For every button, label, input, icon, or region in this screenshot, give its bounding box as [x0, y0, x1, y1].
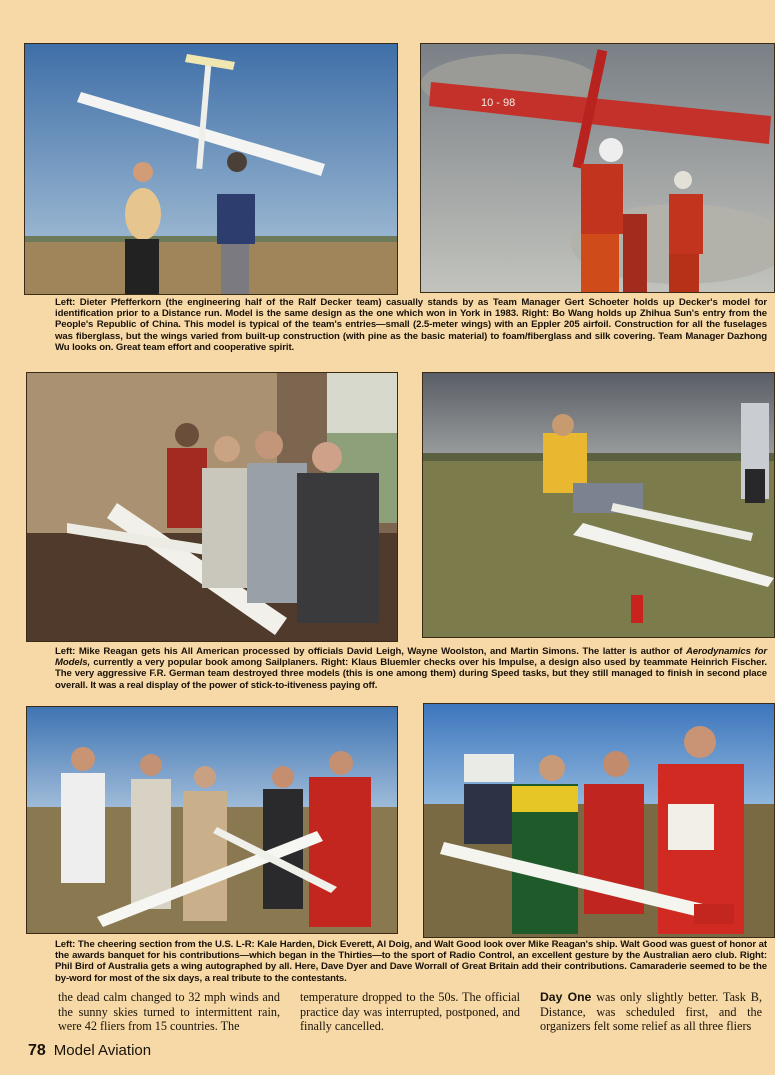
caption-bottom-text: Left: The cheering section from the U.S. L-R: Kale Harden, Dick Everett, Al Doig, and Walt Good look over Mike Reagan's ship. Walt Good was guest of honor at the awards banquet for his contributions—which began in the Thirties—to the sport of Radio Control, an excellent gesture by the Australian aero club. Right: Phil Bird of Australia gets a wing autographed by all. Here, Dave Dyer and Dave Worrall of Great Britain add their contributions. Camaraderie seemed to be the by-word for most of the six days, a real tribute to the contestants. [55, 939, 767, 984]
photo-official-processing [26, 372, 398, 642]
caption-top [55, 297, 767, 353]
caption-middle-text [55, 646, 767, 691]
photo-us-cheering-section [26, 706, 398, 934]
body-column-1-text: the dead calm changed to 32 mph winds and the sunny skies turned to intermittent rain, were 42 fliers from 15 countries. The [58, 990, 280, 1034]
caption-middle-part-2: currently a very popular book among Sailplaners. Right: Klaus Bluemler checks over his Impulse, a design also used by teammate Heinrich Fischer. The very aggressive F.R. German team destroyed three models (this is one among them) during Speed tasks, but they still managed to finish in second place overall. It was a real display of the power of stick-to-itiveness paying off. [55, 657, 767, 691]
page-number: 78 [28, 1042, 46, 1059]
body-column-1 [58, 990, 280, 1034]
caption-middle [55, 646, 767, 691]
body-column-3 [540, 990, 762, 1034]
caption-middle-book-title: Aerodynamics for Models, [55, 646, 767, 669]
page-footer [28, 1042, 151, 1060]
body-column-3-rest: was only slightly better. Task B, Distance, was scheduled first, and the organizers felt some relief as all three fliers [540, 990, 762, 1034]
caption-top-text: Left: Dieter Pfefferkorn (the engineering half of the Ralf Decker team) casually stands by as Team Manager Gert Schoeter holds up Decker's model for identification prior to a Distance run. Model is the same design as the one which won in York in 1983. Right: Bo Wang holds up Zhihua Sun's entry from the People's Republic of China. This model is typical of the team's entries—small (2.5-meter wings) with an Eppler 205 airfoil. Construction for all the fuselages was fiberglass, but the wings varied from built-up construction (with pine as the basic material) to foam/fiberglass and silk covering. Team Manager Dazhong Wu looks on. Great team effort and cooperative spirit. [55, 297, 767, 353]
photo-pfefferkorn-glider [24, 43, 398, 295]
photo-phil-bird-wing [423, 703, 775, 938]
photo-bluemler-impulse [422, 372, 775, 638]
body-column-2 [300, 990, 520, 1034]
day-one-heading: Day One [540, 990, 592, 1004]
body-column-2-text: temperature dropped to the 50s. The official practice day was interrupted, postponed, and finally cancelled. [300, 990, 520, 1034]
magazine-name: Model Aviation [53, 1042, 152, 1059]
caption-middle-part-1: Left: Mike Reagan gets his All American processed by officials David Leigh, Wayne Woolston, and Martin Simons. The latter is author of [55, 646, 686, 657]
photo-chinese-glider [420, 43, 775, 293]
body-column-3-text [540, 990, 762, 1034]
fuselage-number: 10 - 98 [481, 97, 516, 109]
caption-bottom [55, 939, 767, 984]
